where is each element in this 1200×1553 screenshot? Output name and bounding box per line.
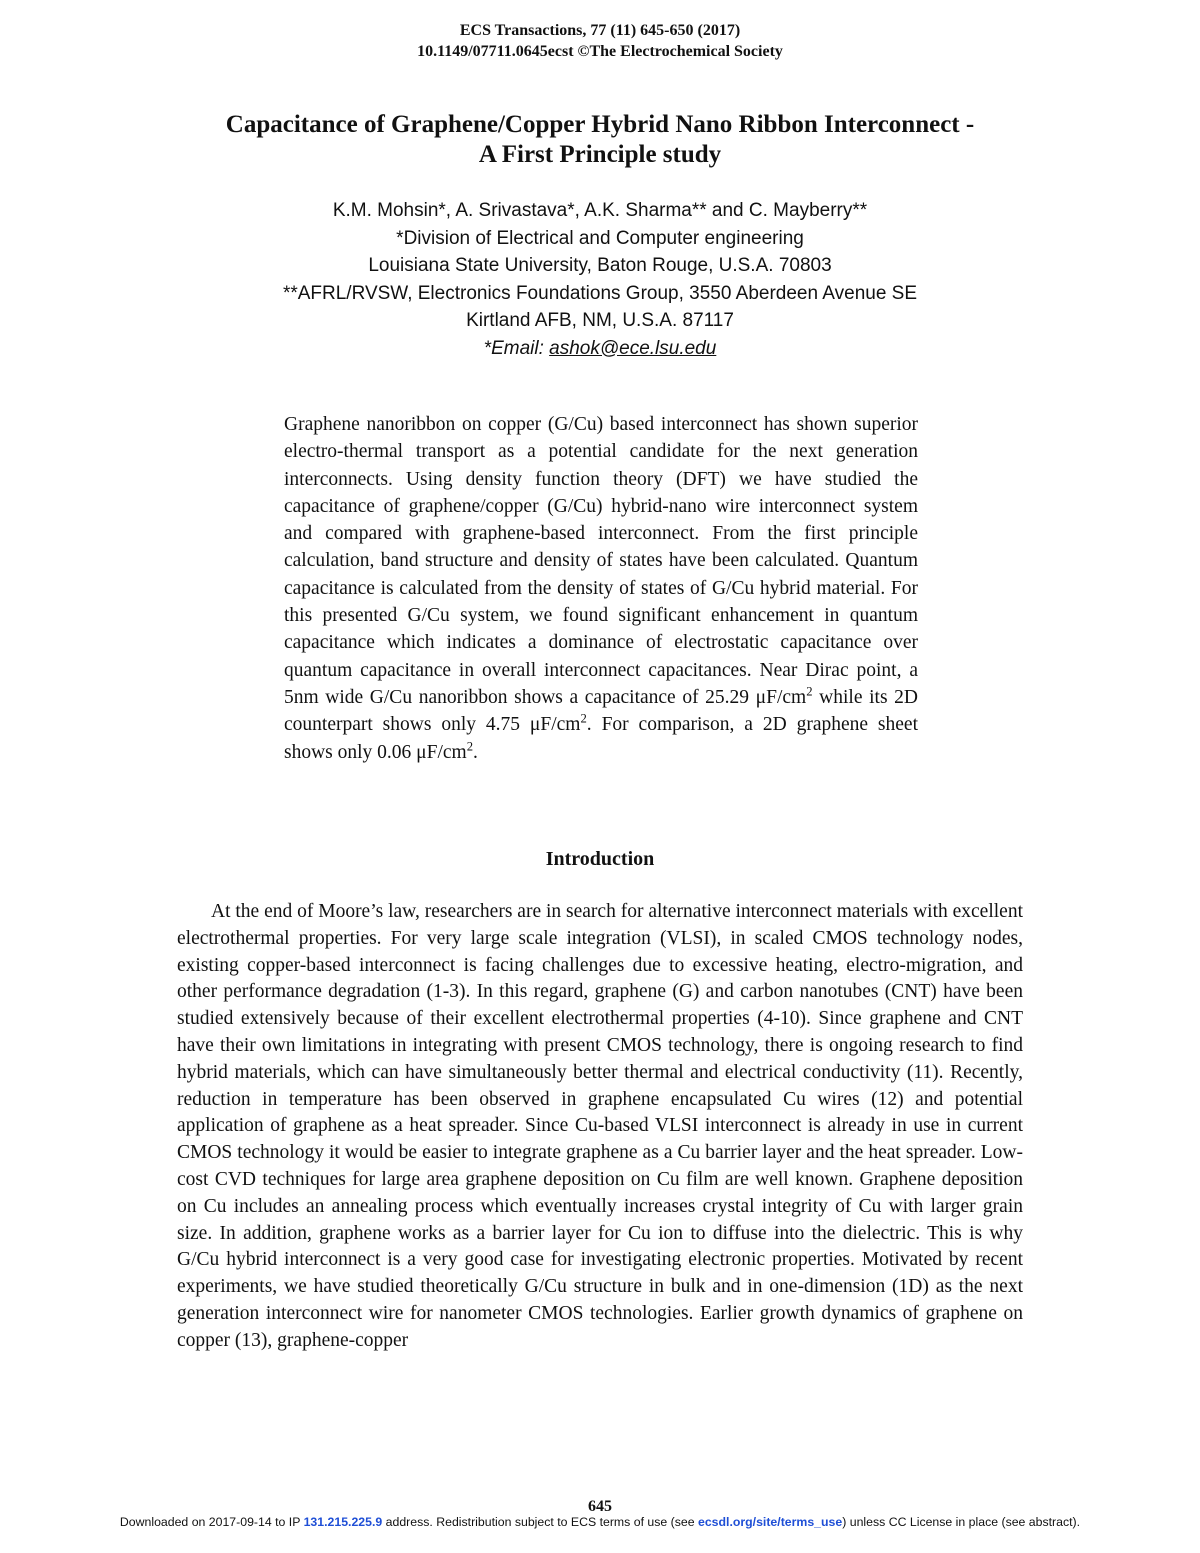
author-block [0,197,1200,362]
title-line-1: Capacitance of Graphene/Copper Hybrid Nano Ribbon Interconnect - [225,111,975,138]
title-line-2: A First Principle study [478,141,722,168]
journal-citation: ECS Transactions, 77 (11) 645-650 (2017) [459,22,741,39]
email-label: *Email: [483,337,550,359]
abstract-text: . [473,741,478,763]
download-footer [0,1515,1200,1529]
footer-suffix: ) unless CC License in place (see abstract). [842,1515,1081,1529]
abstract-text: . For comparison, a 2D graphene sheet shows only 0.06 μF/cm [284,714,918,763]
email-link[interactable]: ashok@ece.lsu.edu [549,337,717,359]
footer-terms-link[interactable]: ecsdl.org/site/terms_use [698,1515,843,1529]
email-line [0,335,1200,363]
abstract-paragraph [284,411,918,766]
doi-copyright: 10.1149/07711.0645ecst ©The Electrochemical Society [417,43,783,60]
affiliation-1: *Division of Electrical and Computer engineering [396,227,804,249]
journal-header [0,20,1200,62]
introduction-paragraph: At the end of Moore’s law, researchers are in search for alternative interconnect materials with excellent electrothermal properties. For very large scale integration (VLSI), in scaled CMOS technology nodes, existing copper-based interconnect is facing challenges due to excessive heating, electro-migration, and other performance degradation (1-3). In this regard, graphene (G) and carbon nanotubes (CNT) have been studied extensively because of their excellent electrothermal properties (4-10). Since graphene and CNT have their own limitations in integrating with present CMOS technology, there is ongoing research to find hybrid materials, which can have simultaneously better thermal and electrical conductivity (11). Recently, reduction in temperature has been observed in graphene encapsulated Cu wires (12) and potential application of graphene as a heat spreader. Since Cu-based VLSI interconnect is already in use in current CMOS technology it would be easier to integrate graphene as a Cu barrier layer and the heat spreader. Low-cost CVD techniques for large area graphene deposition on Cu film are well known. Graphene deposition on Cu includes an annealing process which eventually increases crystal integrity of Cu with larger grain size. In addition, graphene works as a barrier layer for Cu ion to diffuse into the dielectric. This is why G/Cu hybrid interconnect is a very good case for investigating electronic properties. Motivated by recent experiments, we have studied theoretically G/Cu structure in bulk and in one-dimension (1D) as the next generation interconnect wire for nanometer CMOS technologies. Earlier growth dynamics of graphene on copper (13), graphene-copper [177,901,1023,1351]
footer-ip-link[interactable]: 131.215.225.9 [303,1515,383,1529]
section-heading-introduction: Introduction [545,848,655,870]
paper-title [0,110,1200,170]
affiliation-2: **AFRL/RVSW, Electronics Foundations Group, 3550 Aberdeen Avenue SE [282,282,918,304]
page-number: 645 [588,1498,612,1515]
superscript: 2 [580,711,587,726]
abstract-text: while its 2D counterpart shows only 4.75 μF/cm [284,686,918,736]
superscript: 2 [466,739,474,754]
affiliation-2-address: Kirtland AFB, NM, U.S.A. 87117 [466,310,734,331]
abstract-text: Graphene nanoribbon on copper (G/Cu) based interconnect has shown superior electro-thermal transport as a potential candidate for the next generation interconnects. Using density function theory (DFT) we have studied the capacitance of graphene/copper (G/Cu) hybrid-nano wire interconnect system and compared with graphene-based interconnect. From the first principle calculation, band structure and density of states have been calculated. Quantum capacitance is calculated from the density of states of G/Cu hybrid material. For this presented G/Cu system, we found significant enhancement in quantum capacitance which indicates a dominance of electrostatic capacitance over quantum capacitance in overall interconnect capacitances. Near Dirac point, a 5nm wide G/Cu nanoribbon shows a capacitance of 25.29 μF/cm [284,414,918,708]
affiliation-1-address: Louisiana State University, Baton Rouge, U.S.A. 70803 [368,255,832,276]
superscript: 2 [806,684,813,699]
footer-prefix: Downloaded on 2017-09-14 to IP [119,1515,304,1529]
author-names: K.M. Mohsin*, A. Srivastava*, A.K. Sharma** and C. Mayberry** [332,200,868,221]
footer-middle: address. Redistribution subject to ECS terms of use (see [382,1515,698,1529]
